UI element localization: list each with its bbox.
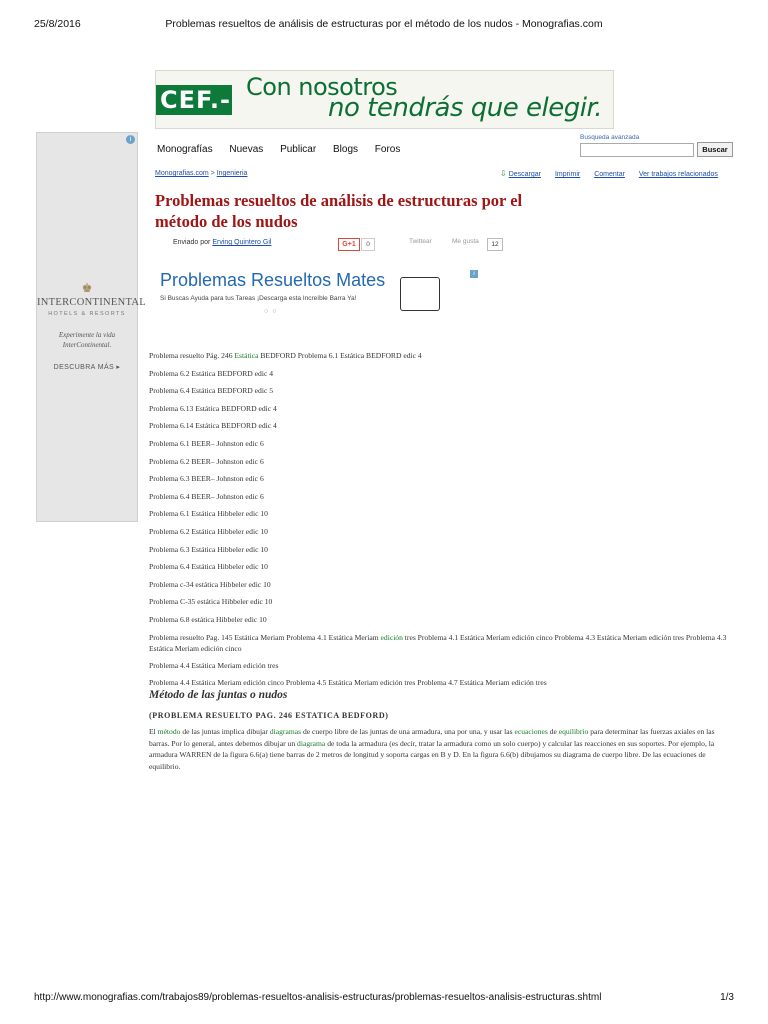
nav-item-foros[interactable]: Foros	[374, 144, 401, 155]
article-title: Problemas resueltos de análisis de estructuras por el método de los nudos	[155, 191, 523, 231]
edicion-link[interactable]: edición	[380, 632, 403, 642]
side-ad-brand-sub: HOTELS & RESORTS	[48, 311, 126, 317]
list-item: Problema 6.8 estática Hibbeler edic 10	[149, 614, 267, 624]
list-item: Problema c-34 estática Hibbeler edic 10	[149, 579, 271, 589]
nav-item-publicar[interactable]: Publicar	[280, 144, 317, 155]
search-button[interactable]: Buscar	[697, 142, 733, 157]
side-ad[interactable]	[36, 132, 146, 522]
download-link[interactable]: Descargar	[508, 171, 541, 178]
text-ad-description: Si Buscas Ayuda para tus Tareas ¡Descarga esta Increíble Barra Ya!	[160, 295, 357, 302]
article-tools	[500, 169, 734, 178]
list-item: Problema 6.4 Estática Hibbeler edic 10	[149, 562, 268, 572]
list-item-text: Problema resuelto Pág. 246	[149, 351, 235, 360]
list-item-text: Problema resuelto Pag. 145 Estática Meriam Problema 4.1 Estática Meriam	[149, 632, 381, 642]
top-banner-ad[interactable]	[155, 70, 614, 129]
gplus-count: 0	[361, 238, 375, 251]
list-item: Problema 6.2 Estática BEDFORD edic 4	[149, 368, 274, 378]
list-item-text: BEDFORD Problema 6.1 Estática BEDFORD edic 4	[258, 351, 422, 360]
list-item: Problema 6.3 BEER– Johnston edic 6	[149, 474, 264, 484]
advanced-search-link[interactable]: Busqueda avanzada	[580, 134, 640, 141]
related-works-link[interactable]: Ver trabajos relacionados	[638, 171, 718, 178]
ad-choices-icon[interactable]: i	[470, 270, 478, 278]
banner-line-2: no tendrás que elegir.	[328, 93, 603, 123]
print-link[interactable]: Imprimir	[554, 171, 581, 178]
comment-link[interactable]: Comentar	[594, 171, 625, 178]
equilibrio-link[interactable]: equilibrio	[558, 727, 589, 736]
text-ad-headline[interactable]: Problemas Resueltos Mates	[160, 270, 386, 290]
list-item	[149, 347, 734, 365]
nav-item-monografias[interactable]: Monografías	[157, 144, 213, 155]
list-item-text: tres Problema 4.1 Estática Meriam edición cinco Problema 4.3 Estática Meriam edición tres Problema 4.3 Estática Meriam edición cinco	[149, 632, 727, 653]
list-item: Problema C-35 estática Hibbeler edic 10	[149, 597, 273, 607]
text-ad-pager[interactable]: ○○	[264, 308, 281, 315]
estatica-link[interactable]: Estática	[234, 351, 259, 360]
breadcrumb-home[interactable]: Monografias.com	[155, 170, 209, 177]
print-page-title: Problemas resueltos de análisis de estructuras por el método de los nudos - Monografias.com	[165, 18, 603, 30]
author-link[interactable]: Erving Quintero Gil	[212, 239, 272, 246]
search-input[interactable]	[580, 143, 694, 157]
metodo-link[interactable]: método	[157, 727, 181, 736]
facebook-like-button[interactable]: Me gusta	[452, 238, 479, 245]
side-ad-brand: INTERCONTINENTAL	[37, 297, 146, 308]
paragraph-text: de las juntas implica dibujar	[180, 727, 270, 736]
paragraph-text: de	[547, 727, 559, 736]
list-item: Problema 6.4 Estática BEDFORD edic 5	[149, 386, 274, 396]
download-icon[interactable]: ⇩	[500, 169, 507, 178]
side-ad-tagline-2: InterContinental.	[62, 341, 112, 349]
print-date: 25/8/2016	[34, 18, 81, 30]
list-item: Problema 6.2 BEER– Johnston edic 6	[149, 456, 264, 466]
list-item: Problema 6.2 Estática Hibbeler edic 10	[149, 526, 268, 536]
print-header	[34, 18, 734, 32]
author-prefix: Enviado por	[173, 239, 213, 246]
list-item	[149, 632, 734, 654]
list-item: Problema 4.4 Estática Meriam edición tres	[149, 660, 279, 670]
print-footer	[34, 992, 734, 1006]
nav-item-nuevas[interactable]: Nuevas	[229, 144, 264, 155]
paragraph-text: para determinar las fuerzas axiales en las barras. Por lo general, antes debemos dibujar un	[149, 727, 715, 748]
diagramas-link[interactable]: diagramas	[269, 727, 302, 736]
intercontinental-emblem-icon: ♚	[81, 281, 93, 295]
list-item: Problema 6.4 BEER– Johnston edic 6	[149, 491, 264, 501]
paragraph-text: El	[149, 727, 158, 736]
problem-list	[149, 347, 734, 692]
text-ad[interactable]	[157, 267, 481, 323]
list-item: Problema 6.14 Estática BEDFORD edic 4	[149, 421, 277, 431]
ecuaciones-link[interactable]: ecuaciones	[514, 727, 548, 736]
breadcrumb	[155, 170, 247, 177]
list-item: Problema 6.3 Estática Hibbeler edic 10	[149, 544, 268, 554]
gplus-button[interactable]: G+1	[338, 238, 360, 251]
paragraph-text: de cuerpo libre de las juntas de una armadura, una por una, y usar las	[301, 727, 515, 736]
print-url: http://www.monografias.com/trabajos89/problemas-resueltos-analisis-estructuras/problemas-resueltos-analisis-estructuras.shtml	[34, 992, 602, 1003]
list-item: Problema 6.1 Estática Hibbeler edic 10	[149, 509, 268, 519]
twitter-button[interactable]: Twittear	[409, 238, 432, 245]
list-item: Problema 6.13 Estática BEDFORD edic 4	[149, 403, 277, 413]
list-item: Problema 6.1 BEER– Johnston edic 6	[149, 438, 264, 448]
side-ad-tagline-1: Experimente la vida	[58, 331, 116, 339]
banner-badge: CEF.-	[156, 85, 232, 115]
diagrama-link[interactable]: diagrama	[297, 738, 326, 748]
breadcrumb-category[interactable]: Ingenieria	[216, 170, 248, 177]
list-item: Problema 4.4 Estática Meriam edición cinco Problema 4.5 Estática Meriam edición tres Problema 4.7 Estática Meriam edición tres	[149, 678, 547, 688]
breadcrumb-separator: >	[208, 170, 217, 177]
section-paragraph	[149, 726, 734, 772]
banner-line-1: Con nosotros	[246, 73, 398, 101]
main-nav	[157, 144, 414, 155]
text-ad-button[interactable]	[400, 277, 440, 311]
facebook-like-count: 12	[487, 238, 503, 251]
section-title: Método de las juntas o nudos	[149, 689, 288, 701]
paragraph-text: de toda la armadura (es decir, tratar la armadura como un solo cuerpo) y calcular las reacciones en sus soportes. Por ejemplo, la armadura WARREN de la figura 6.6(a) tiene barras de 2 metros de longitud y soporta cargas en B y D. En la figura 6.6(b) dibujamos su diagrama de cuerpo libre. De las ecuaciones de equilibrio.	[149, 738, 715, 771]
ad-choices-icon[interactable]: i	[126, 135, 135, 144]
side-ad-cta[interactable]: DESCUBRA MÁS ▸	[53, 364, 121, 371]
section-subtitle: (PROBLEMA RESUELTO PAG. 246 ESTATICA BEDFORD)	[149, 711, 389, 720]
author-line	[173, 239, 271, 246]
nav-item-blogs[interactable]: Blogs	[332, 144, 358, 155]
print-page-number: 1/3	[720, 992, 734, 1003]
